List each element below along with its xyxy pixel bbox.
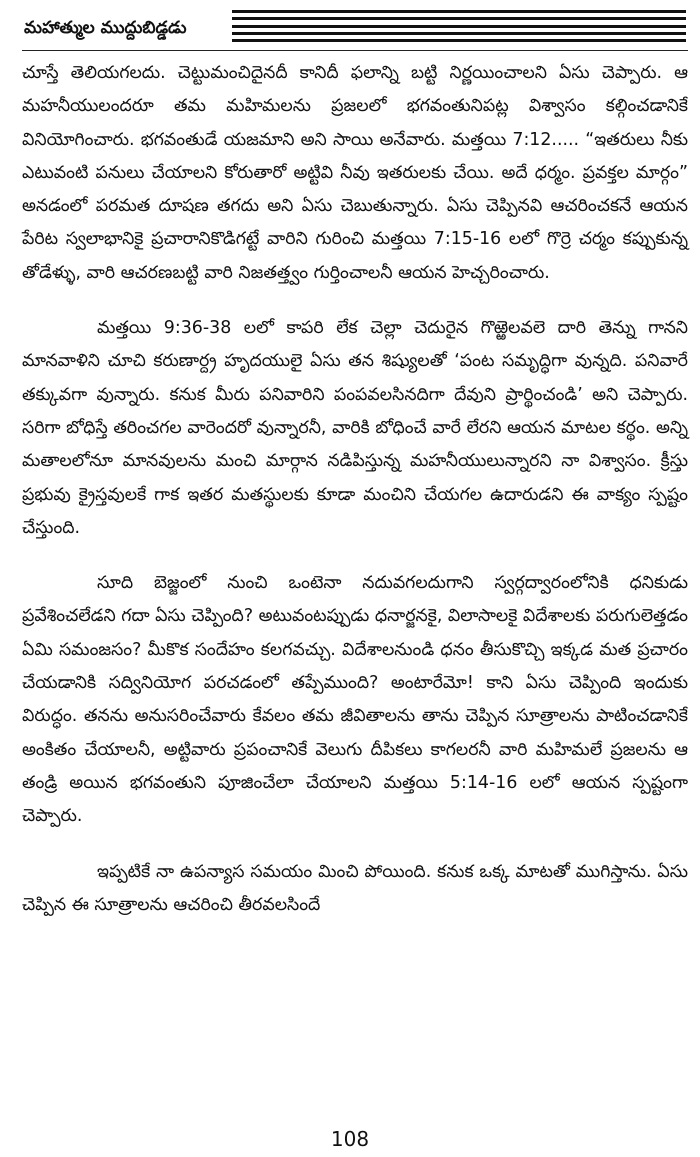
paragraph-1: చూస్తే తెలియగలదు. చెట్టుమంచిదైనదీ కానిదీ ఫలాన్ని బట్టి నిర్ణయించాలని ఏసు చెప్పారు. ఆ మహనీయులందరూ తమ మహిమలను ప్రజలలో భగవంతునిపట్ల విశ్వాసం కల్గించడానికే వినియోగించారు. భగవంతుడే యజమాని అని సాయి అనేవారు. మత్తయి 7:12..... “ఇతరులు నీకు ఎటువంటి పనులు చేయాలని కోరుతారో అట్టివి నీవు ఇతరులకు చేయి. అదే ధర్మం. ప్రవక్తల మార్గం” అనడంలో పరమత దూషణ తగదు అని ఏసు చెబుతున్నారు. ఏసు చెప్పినవి ఆచరించకనే ఆయన పేరిట స్వలాభానికై ప్రచారానికొడిగట్టే వారిని గురించి మత్తయి 7:15-16 లలో గొర్రె చర్మం కప్పుకున్న తోడేళ్ళు, వారి ఆచరణబట్టి వారి నిజతత్త్వం గుర్తించాలనీ ఆయన హెచ్చరించారు. [22, 63, 688, 283]
running-header [22, 0, 688, 51]
body-text [22, 57, 688, 922]
paragraph-gap [22, 834, 688, 856]
paragraph-gap [22, 290, 688, 312]
header-rule [232, 25, 686, 28]
page-number: 108 [330, 1127, 370, 1151]
header-rule [232, 17, 686, 20]
header-rule [232, 39, 686, 42]
header-decorative-rules [232, 10, 686, 42]
header-rule [232, 32, 686, 35]
paragraph-gap [22, 545, 688, 567]
header-rule [232, 10, 686, 13]
paragraph-2: మత్తయి 9:36-38 లలో కాపరి లేక చెల్లా చెదురైన గొఱ్ఱెలవలె దారి తెన్ను గానని మానవాళిని చూచి కరుణార్ద్ర హృదయులై ఏసు తన శిష్యులతో ‘పంట సమృద్ధిగా వున్నది. పనివారే తక్కువగా వున్నారు. కనుక మీరు పనివారిని పంపవలసినదిగా దేవుని ప్రార్థించండి’ అని చెప్పారు. సరిగా బోధిస్తే తరించగల వారెందరో వున్నారనీ, వారికి బోధించే వారే లేరని ఆయన మాటల కర్థం. అన్ని మతాలలోనూ మానవులను మంచి మార్గాన నడిపిస్తున్న మహనీయులున్నారని నా విశ్వాసం. క్రీస్తు ప్రభువు క్రైస్తవులకే గాక ఇతర మతస్థులకు కూడా మంచిని చేయగల ఉదారుడని ఈ వాక్యం స్పష్టం చేస్తుంది. [22, 318, 688, 538]
paragraph-3: సూది బెజ్జంలో నుంచి ఒంటెనా నదువగలదుగాని స్వర్గద్వారంలోనికి ధనికుడు ప్రవేశించలేడని గదా ఏసు చెప్పింది? అటువంటప్పుడు ధనార్జనకై, విలాసాలకై విదేశాలకు పరుగులెత్తడం ఏమి సమంజసం? మీకొక సందేహం కలగవచ్చు. విదేశాలనుండి ధనం తీసుకొచ్చి ఇక్కడ మత ప్రచారం చేయడానికి సద్వినియోగ పరచడంలో తప్పేముంది? అంటారేమో! కాని ఏసు చెప్పింది ఇందుకు విరుద్ధం. తనను అనుసరించేవారు కేవలం తమ జీవితాలను తాను చెప్పిన సూత్రాలను పాటించడానికే అంకితం చేయాలనీ, అట్టివారు ప్రపంచానికే వెలుగు దీపికలు కాగలరనీ వారి మహిమలే ప్రజలను ఆ తండ్రి అయిన భగవంతుని పూజించేలా చేయాలని మత్తయి 5:14-16 లలో ఆయన స్పష్టంగా చెప్పారు. [22, 573, 688, 827]
header-title: మహాత్ముల ముద్దుబిడ్డడు [24, 18, 187, 38]
paragraph-4: ఇప్పటికే నా ఉపన్యాస సమయం మించి పోయింది. కనుక ఒక్క మాటతో ముగిస్తాను. ఏసు చెప్పిన ఈ సూత్రాలను ఆచరించి తీరవలసిందే [22, 861, 688, 915]
